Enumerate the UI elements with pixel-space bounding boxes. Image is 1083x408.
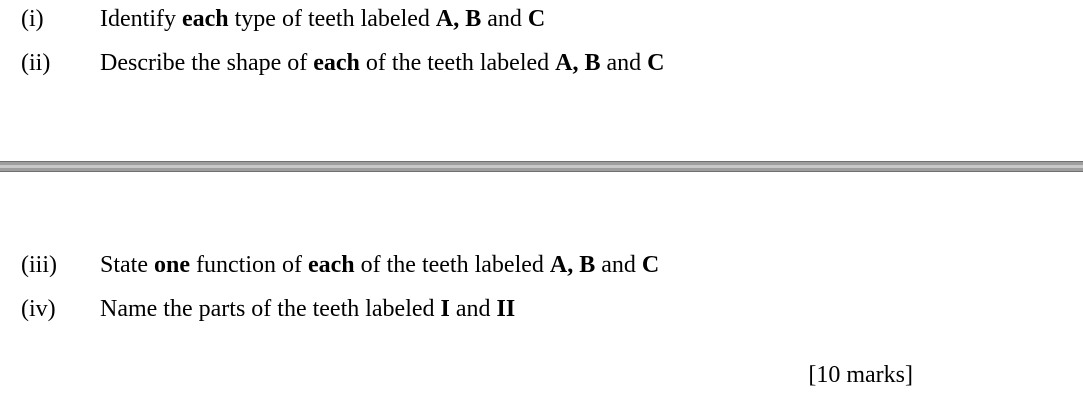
question-text (100, 2, 545, 36)
text-segment: Name the parts of the teeth labeled (100, 296, 441, 322)
text-segment: and (449, 296, 497, 322)
question-number: (iii) (21, 252, 57, 278)
bold-segment: C (641, 252, 660, 278)
question-iii (0, 248, 1083, 282)
question-number: (ii) (21, 50, 51, 76)
bold-segment: each (307, 252, 355, 278)
question-iv (0, 292, 1083, 326)
question-text (100, 248, 659, 282)
question-ii (0, 46, 1083, 80)
bold-segment: C (647, 50, 665, 76)
marks-allocation: [10 marks] (808, 362, 913, 388)
bold-segment: one (154, 252, 190, 278)
bold-segment: A, B (555, 50, 601, 76)
question-i (0, 2, 1083, 36)
text-segment: of the teeth labeled (359, 50, 556, 76)
bold-segment: A, B (549, 252, 596, 278)
question-text (100, 46, 665, 80)
text-segment: Describe the shape of (100, 50, 314, 76)
text-segment: of the teeth labeled (354, 252, 550, 278)
page-divider (0, 161, 1083, 172)
bold-segment: A, B (435, 6, 482, 32)
question-number: (iv) (21, 296, 56, 322)
bold-segment: each (181, 6, 229, 32)
bold-segment: each (313, 50, 360, 76)
text-segment: Identify (100, 6, 182, 32)
bold-segment: C (527, 6, 546, 32)
text-segment: State (100, 252, 154, 278)
bold-segment: II (496, 296, 516, 322)
text-segment: and (600, 50, 648, 76)
text-segment: type of teeth labeled (228, 6, 436, 32)
bold-segment: I (440, 296, 450, 322)
question-text (100, 292, 515, 326)
text-segment: function of (190, 252, 308, 278)
question-number: (i) (21, 6, 44, 32)
text-segment: and (481, 6, 528, 32)
text-segment: and (595, 252, 642, 278)
